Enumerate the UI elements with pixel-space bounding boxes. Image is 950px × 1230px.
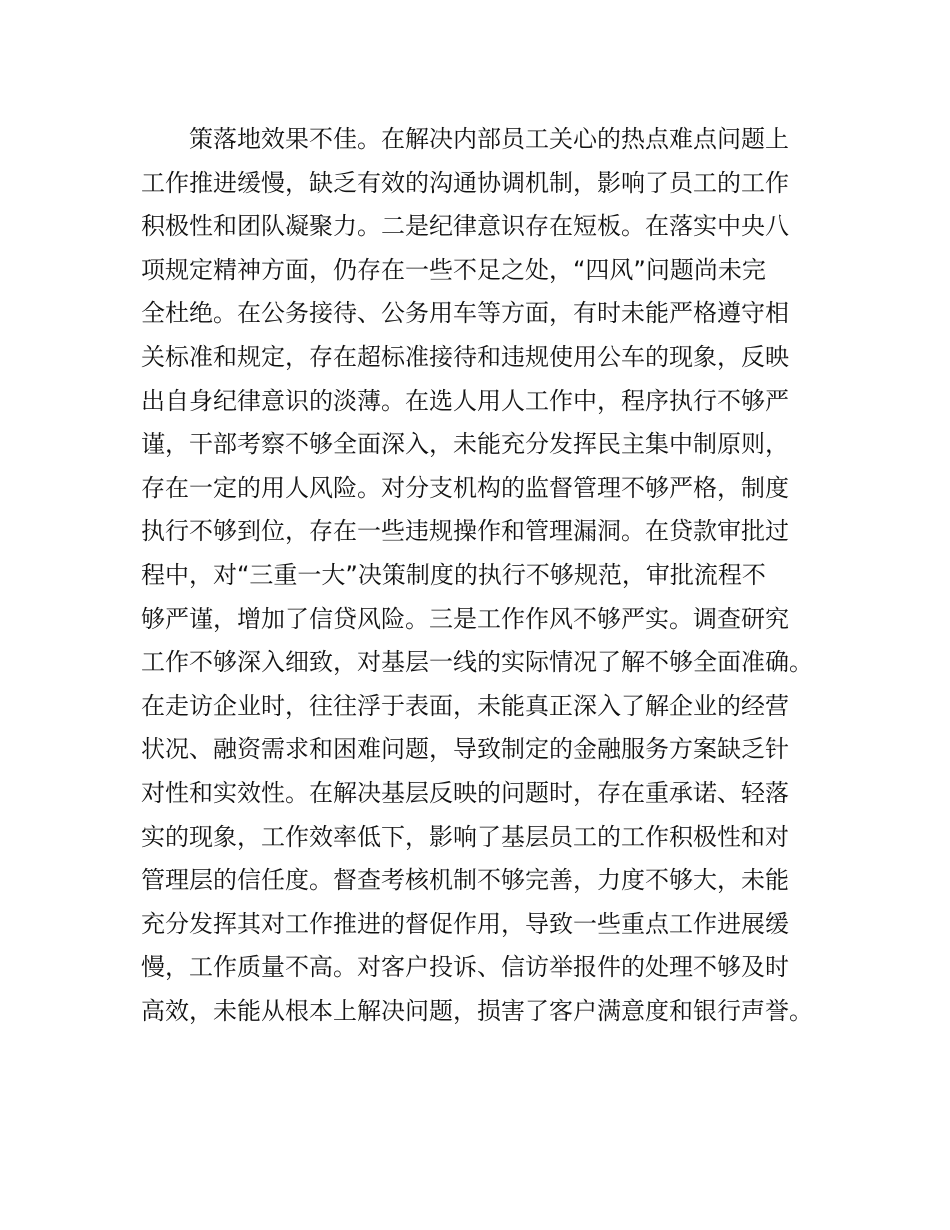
text-line: 积极性和团队凝聚力。二是纪律意识存在短板。在落实中央八	[141, 212, 789, 241]
text-line: 管理层的信任度。督查考核机制不够完善，力度不够大，未能	[141, 866, 789, 895]
text-line: 工作不够深入细致，对基层一线的实际情况了解不够全面准确。	[141, 648, 813, 677]
text-line: 状况、融资需求和困难问题，导致制定的金融服务方案缺乏针	[141, 735, 789, 764]
text-line: 高效，未能从根本上解决问题，损害了客户满意度和银行声誉。	[141, 996, 813, 1025]
text-line: 实的现象，工作效率低下，影响了基层员工的工作积极性和对	[141, 822, 789, 851]
text-line: 策落地效果不佳。在解决内部员工关心的热点难点问题上	[189, 125, 789, 153]
text-line: 存在一定的用人风险。对分支机构的监督管理不够严格，制度	[141, 473, 789, 502]
text-line: 谨，干部考察不够全面深入，未能充分发挥民主集中制原则，	[141, 430, 789, 459]
body-paragraph	[141, 118, 831, 1033]
text-line: 慢，工作质量不高。对客户投诉、信访举报件的处理不够及时	[141, 953, 789, 982]
text-line: 项规定精神方面，仍存在一些不足之处，“四风”问题尚未完	[141, 255, 766, 284]
text-line: 执行不够到位，存在一些违规操作和管理漏洞。在贷款审批过	[141, 517, 789, 546]
text-line: 在走访企业时，往往浮于表面，未能真正深入了解企业的经营	[141, 691, 789, 720]
text-line: 出自身纪律意识的淡薄。在选人用人工作中，程序执行不够严	[141, 386, 789, 415]
text-line: 工作推进缓慢，缺乏有效的沟通协调机制，影响了员工的工作	[141, 168, 789, 197]
text-line: 全杜绝。在公务接待、公务用车等方面，有时未能严格遵守相	[141, 299, 789, 328]
text-line: 程中，对“三重一大”决策制度的执行不够规范，审批流程不	[141, 560, 766, 589]
text-line: 够严谨，增加了信贷风险。三是工作作风不够严实。调查研究	[141, 604, 789, 633]
text-line: 充分发挥其对工作推进的督促作用，导致一些重点工作进展缓	[141, 909, 789, 938]
text-line: 对性和实效性。在解决基层反映的问题时，存在重承诺、轻落	[141, 778, 789, 807]
text-line: 关标准和规定，存在超标准接待和违规使用公车的现象，反映	[141, 342, 789, 371]
